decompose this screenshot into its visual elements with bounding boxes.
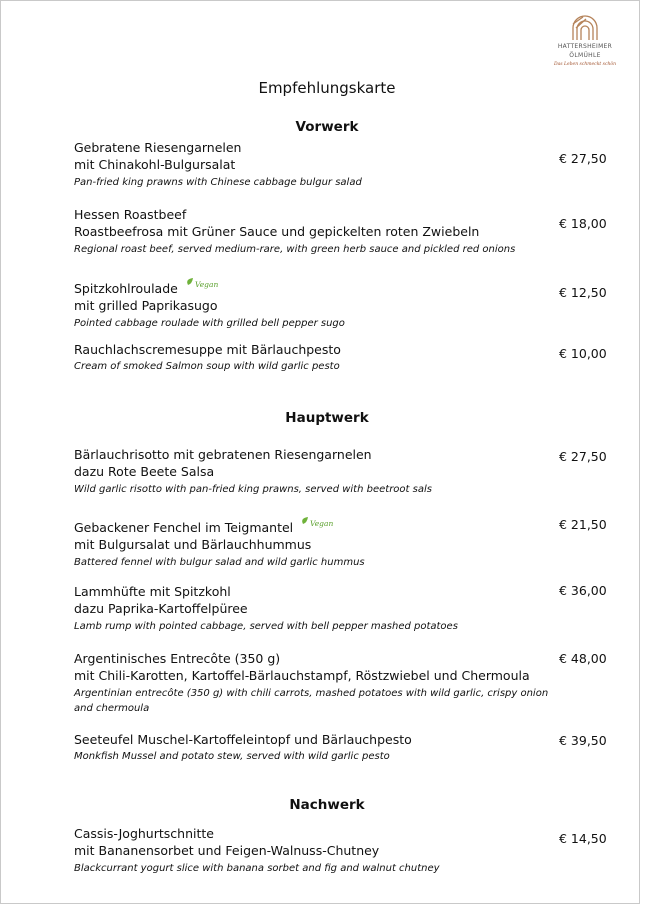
brand-name-line1: HATTERSHEIMER — [557, 43, 613, 50]
dish-name: Gebackener Fenchel im Teigmantel — [74, 520, 294, 535]
dish-name: Bärlauchrisotto mit gebratenen Riesengarnelen — [74, 447, 372, 462]
dish-english: Pan-fried king prawns with Chinese cabbage bulgur salad — [74, 177, 362, 188]
dish-name: Hessen Roastbeef — [74, 207, 187, 222]
dish-sides: mit Bananensorbet und Feigen-Walnuss-Chutney — [74, 843, 380, 858]
dish-english: Lamb rump with pointed cabbage, served with bell pepper mashed potatoes — [74, 621, 458, 632]
section-heading-vorwerk: Vorwerk — [295, 119, 359, 135]
menu-item — [74, 447, 634, 497]
dish-english: Blackcurrant yogurt slice with banana sorbet and fig and walnut chutney — [74, 863, 440, 874]
section-heading-hauptwerk: Hauptwerk — [285, 410, 369, 426]
dish-name: Gebratene Riesengarnelen — [74, 140, 242, 155]
dish-sides: dazu Paprika-Kartoffelpüree — [74, 601, 248, 616]
dish-sides: mit grilled Paprikasugo — [74, 298, 218, 313]
brand-logo — [549, 15, 621, 67]
dish-english: Battered fennel with bulgur salad and wild garlic hummus — [74, 557, 365, 568]
dish-price: € 14,50 — [559, 831, 607, 846]
menu-item — [74, 207, 634, 257]
dish-name-row — [74, 516, 634, 536]
vegan-icon — [299, 516, 334, 529]
menu-item — [74, 584, 634, 634]
dish-english: Pointed cabbage roulade with grilled bell pepper sugo — [74, 318, 345, 329]
dish-price: € 36,00 — [559, 583, 607, 598]
dish-sides: Roastbeefrosa mit Grüner Sauce und gepickelten roten Zwiebeln — [74, 224, 480, 239]
page-title: Empfehlungskarte — [258, 79, 396, 97]
menu-item — [74, 342, 634, 374]
dish-english: Regional roast beef, served medium-rare, with green herb sauce and pickled red onions — [74, 244, 516, 255]
svg-text:Vegan: Vegan — [194, 280, 219, 289]
menu-item — [74, 732, 634, 764]
dish-name: Seeteufel Muschel-Kartoffeleintopf und Bärlauchpesto — [74, 732, 412, 747]
brand-name-line2: ÖLMÜHLE — [569, 52, 601, 59]
dish-price: € 27,50 — [559, 151, 607, 166]
dish-name-row — [74, 277, 634, 297]
menu-item — [74, 651, 634, 716]
menu-item — [74, 516, 634, 570]
dish-price: € 27,50 — [559, 449, 607, 464]
dish-name: Argentinisches Entrecôte (350 g) — [74, 651, 281, 666]
dish-price: € 18,00 — [559, 216, 607, 231]
vegan-icon — [184, 277, 219, 290]
menu-item — [74, 277, 634, 331]
dish-name: Cassis-Joghurtschnitte — [74, 826, 214, 841]
dish-sides: mit Chili-Karotten, Kartoffel-Bärlauchstampf, Röstzwiebel und Chermoula — [74, 668, 530, 683]
dish-price: € 12,50 — [559, 285, 607, 300]
dish-english: Cream of smoked Salmon soup with wild garlic pesto — [74, 361, 340, 372]
svg-text:Vegan: Vegan — [310, 519, 334, 528]
dish-sides: mit Chinakohl-Bulgursalat — [74, 157, 236, 172]
menu-item — [74, 140, 634, 190]
mill-arches-icon — [570, 15, 600, 41]
dish-english: Argentinian entrecôte (350 g) with chili carrots, mashed potatoes with wild garlic, crispy onion and chermoula — [74, 688, 549, 714]
dish-price: € 21,50 — [559, 517, 607, 532]
dish-price: € 10,00 — [559, 346, 607, 361]
dish-sides: dazu Rote Beete Salsa — [74, 464, 215, 479]
dish-name: Spitzkohlroulade — [74, 281, 178, 296]
dish-price: € 48,00 — [559, 651, 607, 666]
dish-english: Wild garlic risotto with pan-fried king prawns, served with beetroot sals — [74, 484, 432, 495]
menu-item — [74, 826, 634, 876]
dish-name: Rauchlachscremesuppe mit Bärlauchpesto — [74, 342, 341, 357]
dish-price: € 39,50 — [559, 733, 607, 748]
dish-name: Lammhüfte mit Spitzkohl — [74, 584, 231, 599]
brand-tagline: Das Leben schmeckt schön — [553, 62, 617, 67]
dish-english: Monkfish Mussel and potato stew, served with wild garlic pesto — [74, 751, 390, 762]
dish-sides: mit Bulgursalat und Bärlauchhummus — [74, 537, 312, 552]
section-heading-nachwerk: Nachwerk — [289, 797, 365, 813]
